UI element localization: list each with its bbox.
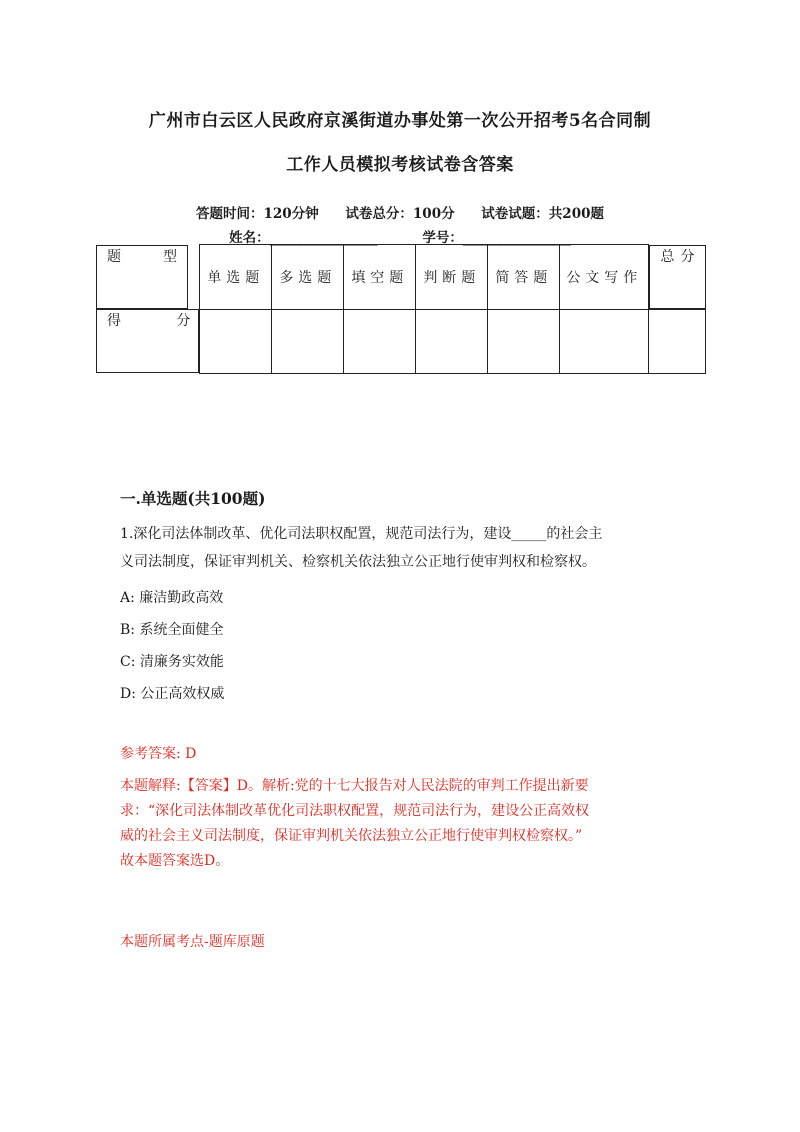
question-type-char2: 型 (163, 248, 177, 265)
question-count: 试卷试题：共200题 (481, 206, 604, 222)
score-cell-short-answer[interactable] (488, 309, 560, 373)
explanation-line1: 本题解释:【答案】D。解析:党的十七大报告对人民法院的审判工作提出新要 (120, 778, 589, 794)
explanation-line4: 故本题答案选D。 (120, 853, 230, 869)
score-cell-total[interactable] (649, 309, 706, 373)
reference-answer: 参考答案: D (120, 746, 197, 762)
question-stem-line2: 义司法制度，保证审判机关、检察机关依法独立公正地行使审判权和检察权。 (120, 554, 596, 570)
column-total (649, 245, 705, 309)
score-cell-multiple-choice[interactable] (272, 309, 344, 373)
score-table-score-row (96, 309, 706, 373)
score-char1: 得 (107, 313, 121, 329)
name-label: 姓名： (229, 230, 270, 246)
answer-explanation (120, 774, 695, 874)
question-type-label (96, 245, 188, 309)
question-stem-line1: 1.深化司法体制改革、优化司法职权配置，规范司法行为，建设_____的社会主 (120, 526, 603, 542)
option-d: D: 公正高效权威 (120, 686, 225, 702)
question-source: 本题所属考点-题库原题 (120, 934, 265, 950)
document-title-line1: 广州市白云区人民政府京溪街道办事处第一次公开招考5名合同制 (148, 111, 652, 131)
student-info (0, 226, 800, 246)
column-short-answer: 简答题 (488, 245, 560, 310)
score-cell-single-choice[interactable] (200, 309, 272, 373)
question-type-char1: 题 (107, 248, 121, 265)
question-stem (120, 520, 690, 576)
score-cell-fill-blank[interactable] (344, 309, 416, 373)
total-char1: 总 (660, 248, 675, 265)
column-official-writing: 公文写作 (560, 245, 649, 310)
total-char2: 分 (680, 248, 695, 265)
total-score: 试卷总分：100分 (345, 206, 455, 222)
id-blank: ________________ (462, 230, 571, 246)
option-c: C: 清廉务实效能 (120, 654, 224, 670)
column-fill-blank: 填空题 (344, 245, 416, 310)
document-title-line2: 工作人员模拟考核试卷含答案 (286, 155, 514, 175)
score-char2: 分 (176, 313, 191, 329)
option-b: B: 系统全面健全 (120, 622, 224, 638)
name-blank: ________________ (269, 230, 378, 246)
option-a: A: 廉洁勤政高效 (120, 590, 224, 606)
column-multiple-choice: 多选题 (272, 245, 344, 310)
explanation-line2: 求：“深化司法体制改革优化司法职权配置，规范司法行为，建设公正高效权 (120, 803, 590, 819)
exam-time: 答题时间：120分钟 (196, 206, 319, 222)
id-label: 学号： (422, 230, 463, 246)
section-heading: 一.单选题(共100题) (120, 489, 266, 508)
score-cell-true-false[interactable] (416, 309, 488, 373)
exam-meta (0, 202, 800, 222)
explanation-line3: 威的社会主义司法制度，保证审判机关依法独立公正地行使审判权检察权。” (120, 828, 583, 844)
column-true-false: 判断题 (416, 245, 488, 310)
score-table (96, 244, 706, 374)
column-single-choice: 单选题 (200, 245, 272, 310)
score-table-header-row (96, 245, 706, 310)
score-label (96, 309, 199, 373)
score-cell-official-writing[interactable] (560, 309, 649, 373)
